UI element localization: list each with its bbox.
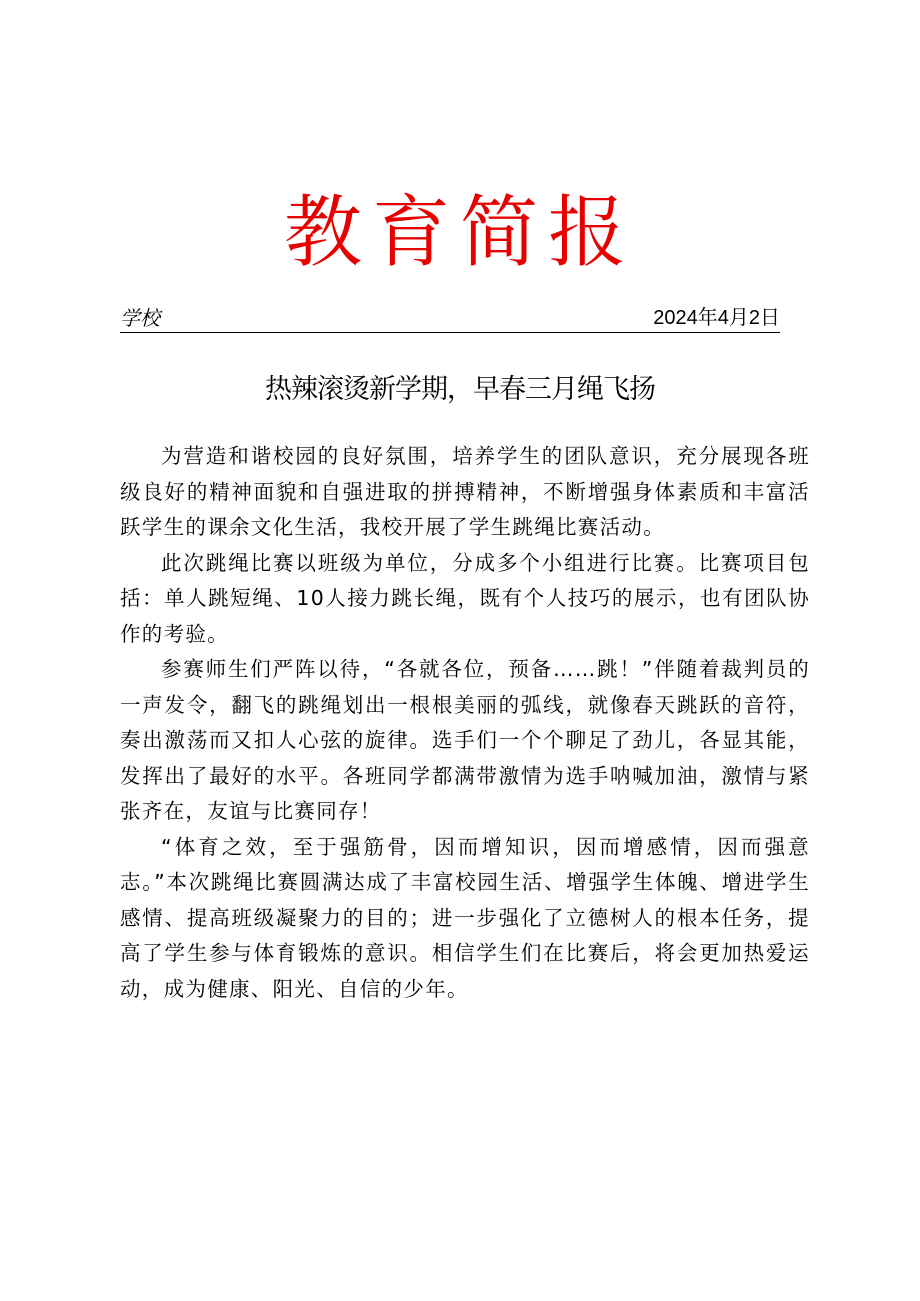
article-paragraph: 为营造和谐校园的良好氛围，培养学生的团队意识，充分展现各班级良好的精神面貌和自强进取的拼搏精神，不断增强身体素质和丰富活跃学生的课余文化生活，我校开展了学生跳绳比赛活动。 [120, 444, 810, 539]
masthead-title: 教育简报 [283, 188, 636, 278]
article-paragraph: 此次跳绳比赛以班级为单位，分成多个小组进行比赛。比赛项目包括：单人跳短绳、10人接力跳长绳，既有个人技巧的展示，也有团队协作的考验。 [120, 550, 810, 646]
info-line [120, 304, 780, 333]
article-paragraph: 参赛师生们严阵以待，“各就各位，预备……跳！”伴随着裁判员的一声发令，翻飞的跳绳划出一根根美丽的弧线，就像春天跳跃的音符，奏出激荡而又扣人心弦的旋律。选手们一个个聊足了劲儿，各显其能，发挥出了最好的水平。各班同学都满带激情为选手呐喊加油，激情与紧张齐在，友谊与比赛同存！ [120, 657, 810, 823]
article-body [120, 439, 810, 1007]
issue-date: 2024年4月2日 [653, 307, 780, 329]
article-paragraph: “体育之效，至于强筋骨，因而增知识，因而增感情，因而强意志。”本次跳绳比赛圆满达成了丰富校园生活、增强学生体魄、增进学生感情、提高班级凝聚力的目的；进一步强化了立德树人的根本任务，提高了学生参与体育锻炼的意识。相信学生们在比赛后，将会更加热爱运动，成为健康、阳光、自信的少年。 [120, 834, 810, 1001]
article-headline: 热辣滚烫新学期，早春三月绳飞扬 [265, 374, 655, 405]
school-label: 学校 [120, 306, 160, 330]
